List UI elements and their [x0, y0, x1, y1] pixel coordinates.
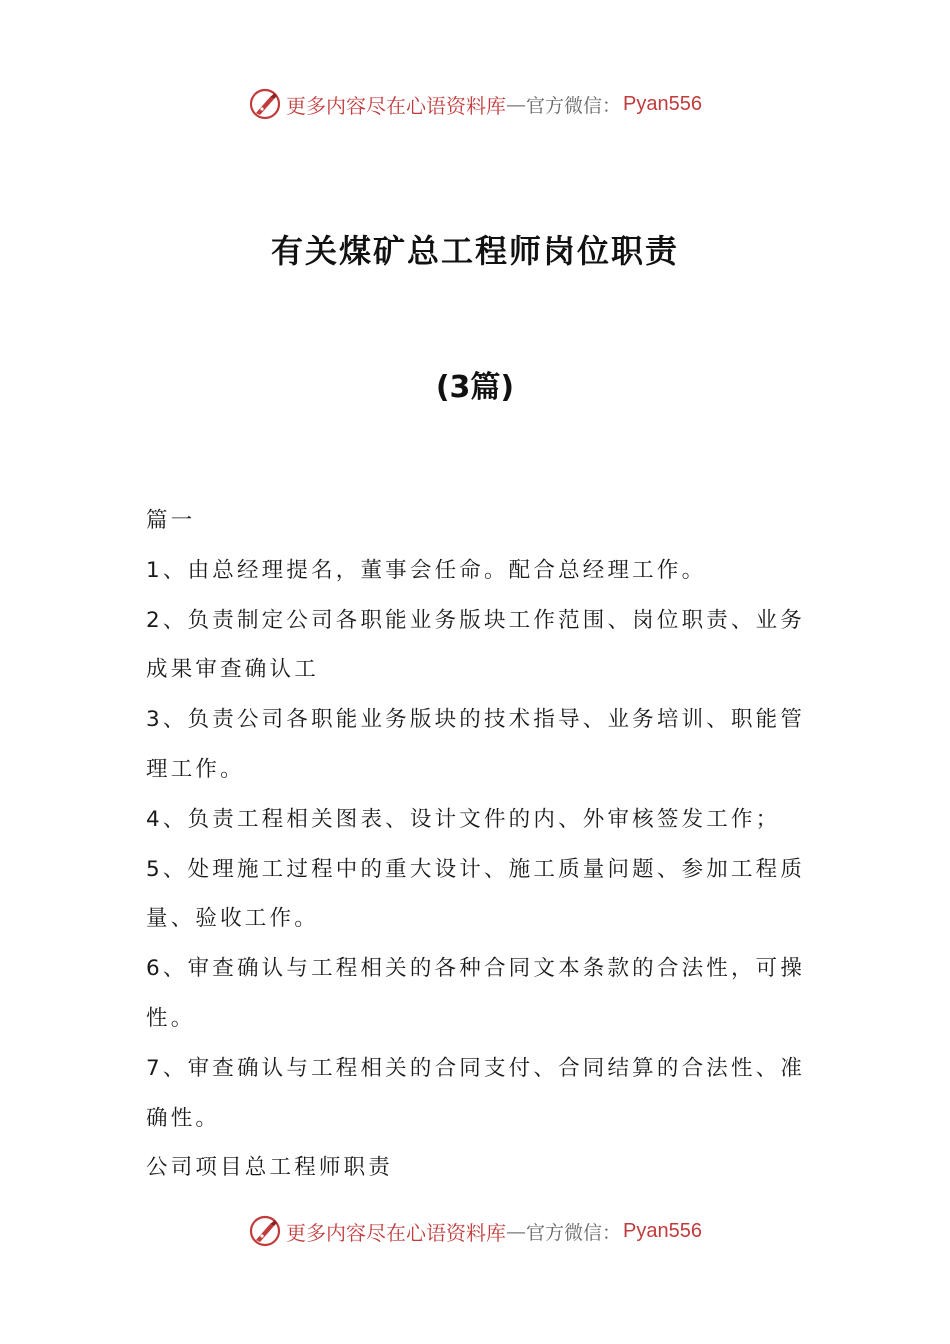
document-title: 有关煤矿总工程师岗位职责 — [270, 232, 679, 270]
promo-text: 更多内容尽在心语资料库 — [286, 1220, 506, 1245]
document-body — [146, 496, 808, 1193]
duty-item: 4、负责工程相关图表、设计文件的内、外审核签发工作； — [146, 806, 781, 832]
banner-separator: — — [506, 92, 526, 116]
section-heading: 篇一 — [146, 508, 196, 533]
wechat-id: Pyan556 — [623, 1219, 702, 1242]
duty-item: 2、负责制定公司各职能业务版块工作范围、岗位职责、业务成果审查确认工 — [146, 607, 806, 683]
duty-item: 6、审查确认与工程相关的各种合同文本条款的合法性，可操性。 — [146, 956, 806, 1031]
promo-text: 更多内容尽在心语资料库 — [286, 93, 506, 118]
document-subtitle: (3篇) — [435, 370, 515, 405]
banner-separator: — — [506, 1219, 526, 1243]
duty-item: 3、负责公司各职能业务版块的技术指导、业务培训、职能管理工作。 — [146, 707, 806, 782]
wechat-label: 官方微信： — [526, 1221, 622, 1244]
wechat-id: Pyan556 — [623, 92, 702, 115]
pen-nib-logo-icon — [248, 87, 282, 121]
section-heading: 公司项目总工程师职责 — [146, 1155, 394, 1181]
duty-item: 1、由总经理提名，董事会任命。配合总经理工作。 — [146, 557, 707, 583]
pen-nib-logo-icon — [248, 1214, 282, 1248]
duty-item: 5、处理施工过程中的重大设计、施工质量问题、参加工程质量、验收工作。 — [146, 856, 806, 932]
wechat-label: 官方微信： — [526, 94, 622, 117]
header-watermark-banner — [0, 84, 950, 124]
footer-watermark-banner — [0, 1211, 950, 1251]
duty-item: 7、审查确认与工程相关的合同支付、合同结算的合法性、准确性。 — [146, 1055, 806, 1131]
